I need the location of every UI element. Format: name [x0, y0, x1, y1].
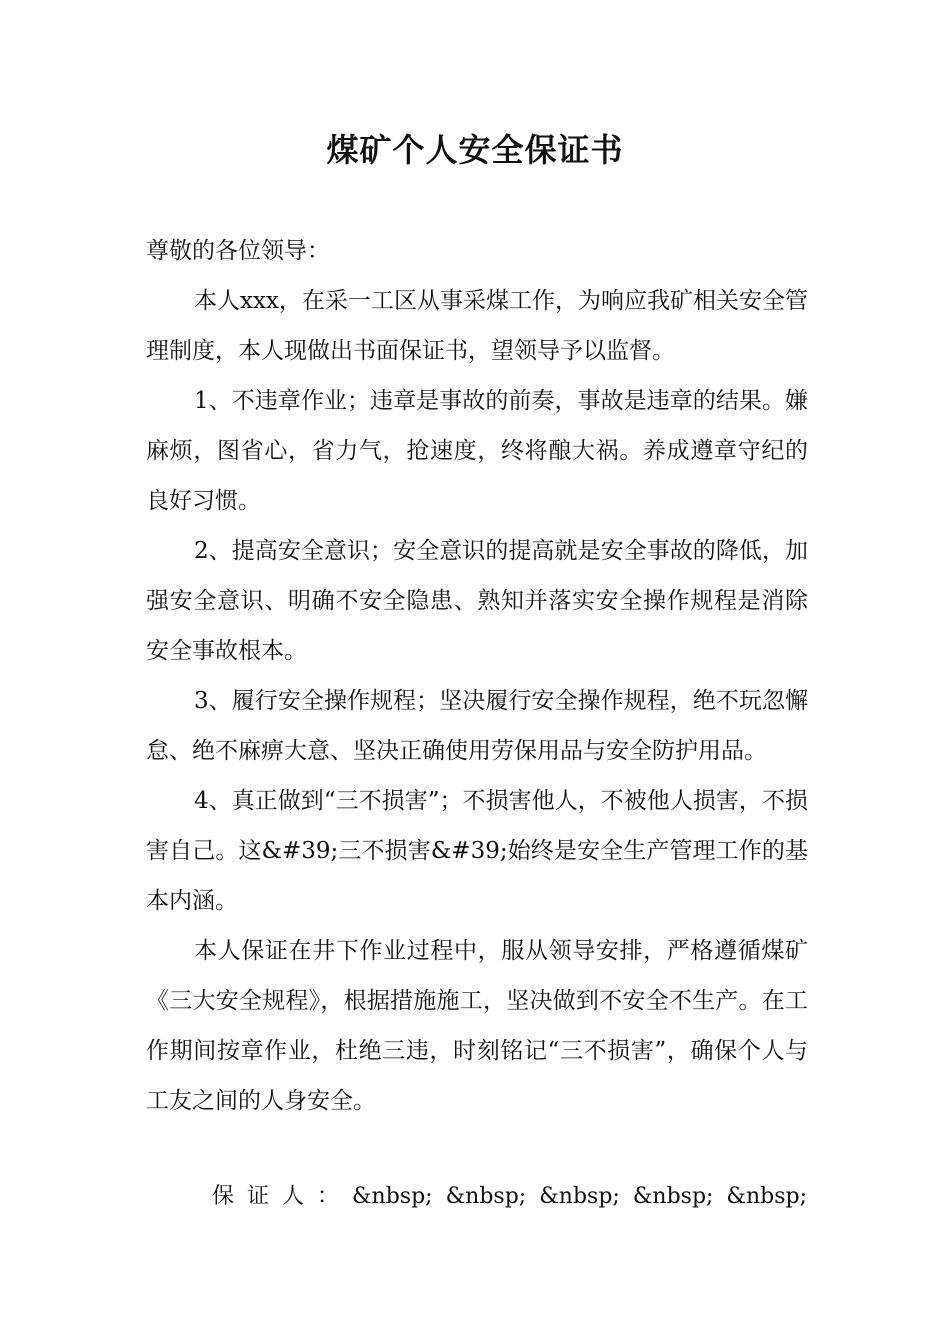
- paragraph-item-4: 4、真正做到“三不损害”；不损害他人，不被他人损害，不损害自己。这&#39;三不损害&#39;始终是安全生产管理工作的基本内涵。: [146, 788, 808, 914]
- paragraph-item-3: 3、履行安全操作规程；坚决履行安全操作规程，绝不玩忽懈怠、绝不麻痹大意、坚决正确使用劳保用品与安全防护用品。: [146, 688, 808, 764]
- salutation: 尊敬的各位领导：: [146, 238, 330, 264]
- paragraph-item-1: 1、不违章作业；违章是事故的前奏，事故是违章的结果。嫌麻烦，图省心，省力气，抢速度，终将酿大祸。养成遵章守纪的良好习惯。: [146, 388, 808, 514]
- document-title: 煤矿个人安全保证书: [326, 131, 624, 169]
- paragraph-item-2: 2、提高安全意识；安全意识的提高就是安全事故的降低，加强安全意识、明确不安全隐患、熟知并落实安全操作规程是消除安全事故根本。: [146, 538, 808, 664]
- paragraph-commitment: 本人保证在井下作业过程中，服从领导安排，严格遵循煤矿《三大安全规程》，根据措施施工，坚决做到不安全不生产。在工作期间按章作业，杜绝三违，时刻铭记“三不损害”，确保个人与工友之间的人身安全。: [146, 938, 808, 1114]
- signature-line: 保 证 人 ： &nbsp; &nbsp; &nbsp; &nbsp; &nbsp;: [212, 1184, 808, 1209]
- document-body: [146, 226, 808, 1126]
- paragraph-intro: 本人xxx，在采一工区从事采煤工作，为响应我矿相关安全管理制度，本人现做出书面保证书，望领导予以监督。: [146, 288, 808, 364]
